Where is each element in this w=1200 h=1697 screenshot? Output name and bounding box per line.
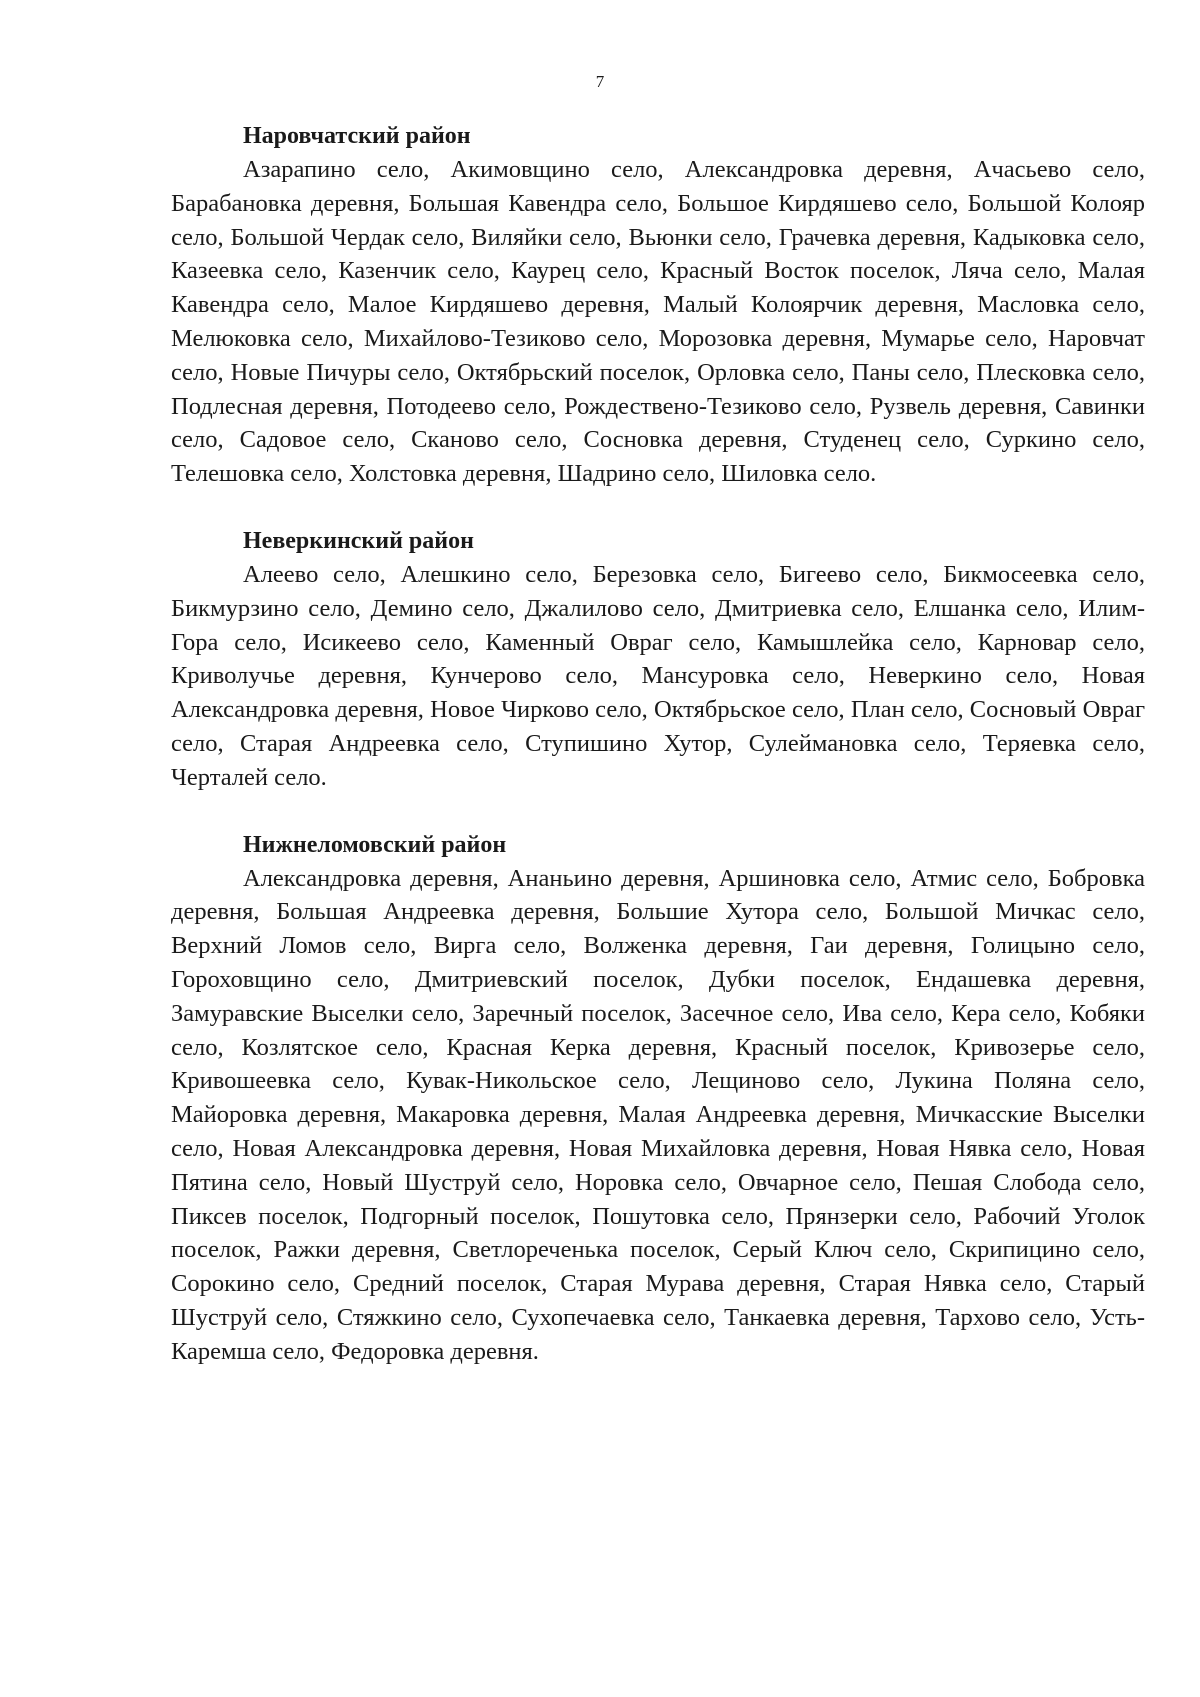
district-title: Наровчатский район <box>243 123 471 149</box>
page-number: 7 <box>595 72 605 91</box>
district-title: Нижнеломовский район <box>243 831 507 858</box>
document-content <box>171 120 1145 1369</box>
district-title: Неверкинский район <box>243 527 474 554</box>
district-section-narovchat <box>171 120 1145 491</box>
settlement-list: Азарапино село, Акимовщино село, Александровка деревня, Ачасьево село, Барабановка деревня, Большая Кавендра село, Большое Кирдяшево село, Большой Колояр село, Большой Чердак село, Виляйки село, Вьюнки село, Грачевка деревня, Кадыковка село, Казеевка село, Казенчик село, Каурец село, Красный Восток поселок, Ляча село, Малая Кавендра село, Малое Кирдяшево деревня, Малый Колоярчик деревня, Масловка село, Мелюковка село, Михайлово-Тезиково село, Морозовка деревня, Мумарье село, Наровчат село, Новые Пичуры село, Октябрьский поселок, Орловка село, Паны село, Плесковка село, Подлесная деревня, Потодеево село, Рождествено-Тезиково село, Рузвель деревня, Савинки село, Садовое село, Сканово село, Сосновка деревня, Студенец село, Суркино село, Телешовка село, Холстовка деревня, Шадрино село, Шиловка село. <box>171 156 1145 488</box>
district-section-nizhnelomov <box>171 829 1145 1369</box>
district-section-neverkino <box>171 525 1145 795</box>
settlement-list: Александровка деревня, Ананьино деревня, Аршиновка село, Атмис село, Бобровка деревня, Большая Андреевка деревня, Большие Хутора село, Большой Мичкас село, Верхний Ломов село, Вирга село, Волженка деревня, Гаи деревня, Голицыно село, Гороховщино село, Дмитриевский поселок, Дубки поселок, Ендашевка деревня, Замуравские Выселки село, Заречный поселок, Засечное село, Ива село, Кера село, Кобяки село, Козлятское село, Красная Керка деревня, Красный поселок, Кривозерье село, Кривошеевка село, Кувак-Никольское село, Лещиново село, Лукина Поляна село, Майоровка деревня, Макаровка деревня, Малая Андреевка деревня, Мичкасские Выселки село, Новая Александровка деревня, Новая Михайловка деревня, Новая Нявка село, Новая Пятина село, Новый Шуструй село, Норовка село, Овчарное село, Пешая Слобода село, Пиксев поселок, Подгорный поселок, Пошутовка село, Прянзерки село, Рабочий Уголок поселок, Ражки деревня, Светлореченька поселок, Серый Ключ село, Скрипицино село, Сорокино село, Средний поселок, Старая Мурава деревня, Старая Нявка село, Старый Шуструй село, Стяжкино село, Сухопечаевка село, Танкаевка деревня, Тархово село, Усть-Каремша село, Федоровка деревня. <box>171 864 1145 1365</box>
settlement-list: Алеево село, Алешкино село, Березовка село, Бигеево село, Бикмосеевка село, Бикмурзино село, Демино село, Джалилово село, Дмитриевка село, Елшанка село, Илим-Гора село, Исикеево село, Каменный Овраг село, Камышлейка село, Карновар село, Криволучье деревня, Кунчерово село, Мансуровка село, Неверкино село, Новая Александровка деревня, Новое Чирково село, Октябрьское село, План село, Сосновый Овраг село, Старая Андреевка село, Ступишино Хутор, Сулеймановка село, Теряевка село, Черталей село. <box>171 560 1145 791</box>
